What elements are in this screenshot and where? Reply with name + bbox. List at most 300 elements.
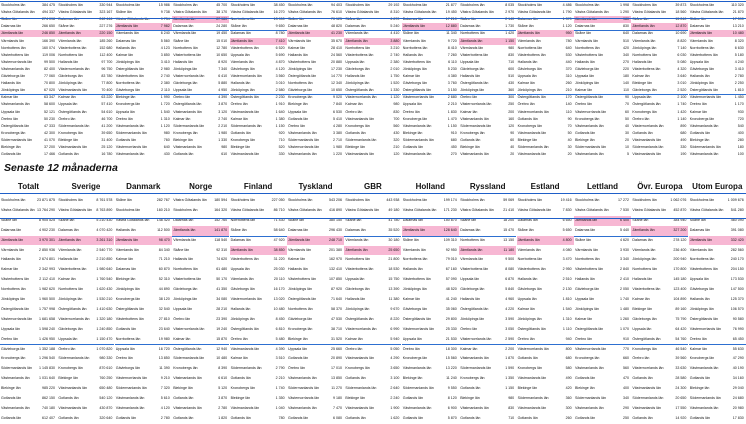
table-row: [459, 196, 516, 206]
region-value: 12 780: [216, 45, 228, 50]
region-name: Uppsala län: [632, 95, 652, 100]
region-name: Gotlands län: [115, 326, 136, 331]
table-row: [689, 206, 746, 216]
region-value: 360: [565, 396, 572, 400]
table-row: [57, 354, 114, 364]
region-name: Kalmar län: [689, 346, 707, 351]
region-name: Hallands län: [173, 59, 193, 64]
region-name: Västra Götalands län: [115, 17, 150, 22]
region-name: Jämtlands län: [517, 237, 540, 242]
table-row: [0, 144, 57, 151]
table-row: [631, 151, 688, 158]
region-name: Västmanlands län: [460, 152, 489, 157]
region-name: Södermanlands län: [230, 123, 262, 128]
region-name: Kronobergs län: [460, 130, 485, 135]
region-value: 2 050: [620, 287, 629, 292]
region-value: 985 220: [42, 386, 55, 391]
table-row: [115, 305, 172, 315]
region-name: Skåne län: [345, 17, 362, 22]
table-row: [287, 236, 344, 246]
region-value: 24 560: [331, 52, 342, 57]
region-value: 2 380: [390, 59, 400, 64]
region-name: Jämtlands län: [689, 237, 712, 242]
region-value: 2 950: [562, 267, 572, 272]
region-name: Västerbottens län: [345, 52, 374, 57]
region-name: Blekinge län: [288, 336, 308, 341]
region-name: Västerbottens län: [517, 52, 546, 57]
region-value: 5 180: [734, 52, 744, 57]
table-row: [57, 30, 114, 37]
table-row: [172, 151, 229, 158]
region-value: 13 390: [388, 287, 400, 292]
region-value: 112 500: [157, 227, 170, 232]
region-name: Gotlands län: [1, 152, 22, 157]
region-name: Västmanlands län: [58, 145, 87, 149]
region-name: Östergötlands län: [460, 306, 489, 311]
region-name: Norrbottens län: [460, 237, 485, 242]
region-value: 2 840: [620, 267, 629, 272]
table-row: [631, 80, 688, 87]
region-value: 370: [565, 66, 572, 71]
region-value: 70 800: [44, 81, 55, 86]
region-value: 18 560: [675, 10, 687, 15]
table-row: [57, 123, 114, 130]
table-row: [517, 52, 574, 59]
table-row: [57, 144, 114, 151]
country-header: GBR: [364, 182, 382, 191]
region-name: Västerbottens län: [230, 45, 259, 50]
table-row: [287, 275, 344, 285]
region-name: Uppsala län: [115, 346, 135, 351]
region-value: 910: [623, 336, 629, 341]
region-name: Södermanlands län: [575, 396, 606, 400]
region-name: Jämtlands län: [345, 38, 368, 43]
region-name: Skåne län: [517, 227, 534, 232]
region-value: 2 210: [275, 376, 285, 381]
table-row: [574, 325, 631, 335]
region-name: Uppsala län: [575, 297, 594, 301]
region-name: Stockholms län: [173, 3, 198, 7]
region-value: 5 080: [677, 59, 687, 64]
table-row: [57, 59, 114, 66]
region-name: Västra Götalands län: [173, 10, 207, 15]
table-row: [402, 30, 459, 37]
region-name: Gotlands län: [345, 376, 366, 381]
table-row: [517, 236, 574, 246]
region-name: Kronobergs län: [689, 356, 715, 361]
region-value: 18 530: [388, 267, 400, 272]
region-value: 2 980: [160, 66, 170, 71]
region-value: 260: [565, 81, 572, 86]
table-row: [689, 246, 746, 256]
region-name: Gotlands län: [575, 130, 596, 135]
region-value: 6 610: [218, 376, 228, 381]
table-row: [172, 123, 229, 130]
region-name: Jämtlands län: [173, 227, 196, 232]
region-value: 13 020: [273, 297, 285, 301]
region-value: 1 540: [562, 306, 572, 311]
region-value: 4 390: [218, 95, 228, 100]
region-value: 70 400: [101, 88, 113, 93]
region-value: 52 121: [44, 109, 55, 114]
region-name: Uppsala län: [345, 277, 365, 282]
table-row: [115, 30, 172, 37]
table-row: [344, 384, 401, 394]
table-row: [402, 73, 459, 80]
region-value: 110 320: [731, 3, 744, 7]
region-value: 1 520: [390, 81, 400, 86]
region-name: Kalmar län: [632, 297, 650, 301]
region-name: Södermanlands län: [58, 356, 90, 361]
region-name: Gotlands län: [689, 130, 710, 135]
region-value: 30 180: [388, 237, 400, 242]
region-value: 20: [510, 152, 515, 157]
table-row: [230, 130, 287, 137]
region-name: Norrbottens län: [689, 257, 715, 262]
region-name: Skåne län: [1, 217, 17, 222]
region-value: 1 598 240: [39, 326, 55, 331]
region-name: Stockholms län: [402, 3, 428, 7]
divider-rule: [0, 193, 746, 194]
table-row: [517, 374, 574, 384]
table-row: [344, 66, 401, 73]
region-name: Jönköpings län: [460, 88, 485, 93]
region-value: 76 990: [732, 326, 744, 331]
region-name: Västmanlands län: [288, 376, 317, 381]
region-value: 5 410: [333, 116, 342, 121]
region-value: 141 870: [214, 227, 228, 232]
region-value: 16 270: [273, 10, 285, 15]
region-value: 5 880: [218, 81, 228, 86]
table-row: [402, 45, 459, 52]
region-name: Hallands län: [689, 297, 710, 301]
region-value: 280: [737, 137, 744, 142]
region-value: 740 180: [42, 405, 55, 410]
region-name: Örebro län: [288, 123, 305, 128]
region-value: 1 150 470: [96, 336, 113, 341]
region-value: 236 400: [673, 247, 687, 252]
region-value: 185 260: [99, 38, 113, 43]
region-name: Kronobergs län: [632, 109, 657, 114]
table-row: [230, 137, 287, 144]
region-value: 170 800: [673, 267, 687, 272]
region-value: 83 780: [101, 74, 113, 78]
region-value: 18 300: [445, 346, 457, 351]
table-row: [115, 123, 172, 130]
region-name: Västra Götalands län: [517, 207, 552, 212]
region-name: Gävleborgs län: [345, 287, 370, 292]
region-value: 1 330: [218, 137, 228, 142]
region-name: Uppsala län: [517, 74, 537, 78]
region-name: Gotlands län: [173, 152, 194, 157]
region-name: Örebro län: [115, 356, 133, 361]
region-name: Västra Götalands län: [288, 10, 322, 15]
table-row: [459, 123, 516, 130]
region-name: Värmlands län: [58, 247, 82, 252]
table-row: [574, 80, 631, 87]
region-name: Örebro län: [230, 102, 248, 107]
region-value: 1 998: [620, 3, 629, 7]
region-name: Hallands län: [58, 257, 79, 262]
region-value: 2 112 410: [39, 277, 55, 282]
region-value: 38 450: [273, 3, 285, 7]
region-name: Kalmar län: [230, 116, 248, 121]
region-name: Jönköpings län: [1, 297, 25, 301]
table-row: [517, 295, 574, 305]
region-value: 50 230: [44, 116, 55, 121]
region-value: 6 870: [505, 277, 515, 282]
region-value: 270: [450, 152, 457, 157]
region-name: Gävleborgs län: [402, 81, 427, 86]
region-name: Västerbottens län: [689, 52, 718, 57]
region-value: 28 210: [216, 306, 228, 311]
table-row: [344, 45, 401, 52]
region-name: Västra Götalands län: [58, 10, 92, 15]
section-title: Senaste 12 månaderna: [4, 162, 118, 174]
region-name: Stockholms län: [115, 207, 141, 212]
region-value: 490: [565, 376, 572, 381]
table-row: [172, 404, 229, 414]
table-row: [574, 285, 631, 295]
region-name: Norrbottens län: [1, 287, 26, 292]
region-value: 6 900: [447, 405, 457, 410]
table-row: [631, 206, 688, 216]
table-row: [689, 404, 746, 414]
region-name: Kalmar län: [115, 257, 133, 262]
region-value: 118 540: [214, 237, 228, 242]
region-value: 3 930: [620, 247, 629, 252]
top-table: [0, 0, 746, 160]
region-name: Jönköpings län: [460, 316, 485, 321]
region-value: 1 480: [620, 306, 629, 311]
region-value: 800: [565, 346, 572, 351]
table-row: [631, 59, 688, 66]
region-value: 2 510: [562, 277, 572, 282]
table-row: [0, 345, 57, 355]
table-row: [57, 315, 114, 325]
region-value: 3 340: [620, 257, 629, 262]
table-row: [459, 384, 516, 394]
region-value: 7 840: [333, 102, 342, 107]
region-name: Västmanlands län: [288, 152, 317, 157]
table-row: [57, 94, 114, 101]
region-name: Örebro län: [230, 336, 248, 341]
region-name: Uppsala län: [230, 267, 250, 272]
region-name: Gävleborgs län: [1, 74, 26, 78]
region-value: 1 720: [160, 102, 170, 107]
region-value: 1 426 950: [39, 336, 55, 341]
divider-rule: [0, 218, 746, 219]
region-name: Uppsala län: [632, 326, 652, 331]
region-value: 17 466: [44, 152, 55, 157]
table-row: [115, 295, 172, 305]
region-value: 300: [565, 405, 572, 410]
table-row: [402, 94, 459, 101]
region-name: Västra Götalands län: [689, 10, 724, 15]
table-row: [459, 66, 516, 73]
region-value: 17 830: [732, 415, 744, 420]
region-value: 15 010: [216, 38, 228, 43]
region-value: 5 120: [218, 386, 228, 391]
region-value: 3 210: [390, 45, 400, 50]
region-name: Jämtlands län: [58, 31, 81, 36]
table-row: [459, 345, 516, 355]
region-value: 830: [623, 24, 629, 29]
table-row: [402, 80, 459, 87]
region-name: Västmanlands län: [632, 405, 661, 410]
region-name: Gotlands län: [689, 415, 710, 420]
table-row: [230, 38, 287, 45]
region-value: 5 230: [447, 66, 457, 71]
table-row: [287, 206, 344, 216]
region-value: 1 320 180: [96, 316, 113, 321]
table-row: [287, 130, 344, 137]
region-value: 3 510: [275, 356, 285, 361]
region-name: Västernorrlands län: [345, 326, 377, 331]
region-value: 710: [508, 415, 515, 420]
region-value: 1 910: [275, 102, 285, 107]
region-name: Västra Götalands län: [173, 198, 207, 202]
table-row: [287, 285, 344, 295]
region-name: Skåne län: [230, 24, 247, 29]
table-row: [344, 123, 401, 130]
table-row: [172, 315, 229, 325]
region-name: Skåne län: [689, 17, 706, 22]
region-value: 1 145 830: [39, 366, 55, 371]
region-name: Hallands län: [230, 306, 251, 311]
region-name: Skåne län: [58, 217, 75, 222]
table-row: [631, 275, 688, 285]
region-value: 327 200: [673, 227, 687, 232]
region-value: 1 990: [160, 95, 170, 100]
table-row: [517, 123, 574, 130]
region-name: Östergötlands län: [402, 316, 431, 321]
region-name: Uppsala län: [689, 59, 709, 64]
region-value: 173 530: [730, 277, 744, 282]
table-row: [517, 345, 574, 355]
region-value: 540 120: [99, 396, 113, 400]
table-row: [517, 101, 574, 108]
region-value: 20 650: [675, 396, 687, 400]
region-name: Östergötlands län: [173, 102, 202, 107]
table-row: [402, 2, 459, 9]
region-name: Västra Götalands län: [345, 207, 379, 212]
region-name: Värmlands län: [288, 247, 311, 252]
table-row: [0, 151, 57, 158]
region-value: 16 170: [273, 287, 285, 292]
region-value: 780: [565, 38, 572, 43]
region-name: Blekinge län: [517, 137, 538, 142]
table-row: [115, 384, 172, 394]
region-value: 4 380: [447, 74, 457, 78]
region-name: Stockholms län: [230, 3, 255, 7]
region-name: Jämtlands län: [632, 24, 655, 29]
table-row: [517, 305, 574, 315]
region-name: Norrbottens län: [115, 81, 141, 86]
region-name: Västmanlands län: [1, 102, 30, 107]
region-name: Jönköpings län: [173, 297, 198, 301]
region-value: 300: [508, 95, 515, 100]
table-row: [459, 404, 516, 414]
table-row: [287, 384, 344, 394]
region-name: Örebro län: [689, 102, 707, 107]
region-name: Västmanlands län: [632, 152, 661, 157]
region-value: 2 970: [505, 10, 515, 15]
region-value: 8 320: [734, 38, 744, 43]
table-row: [459, 206, 516, 216]
region-name: Västmanlands län: [632, 386, 661, 391]
region-name: Uppsala län: [402, 336, 422, 341]
country-header: Norge: [189, 182, 213, 191]
region-name: Stockholms län: [173, 207, 198, 212]
region-value: 31 220: [273, 257, 285, 262]
table-row: [0, 394, 57, 404]
region-name: Södermanlands län: [632, 145, 664, 149]
region-name: Västmanlands län: [689, 123, 719, 128]
region-name: Skåne län: [288, 17, 304, 22]
region-name: Västernorrlands län: [345, 95, 377, 100]
region-name: Västmanlands län: [575, 405, 604, 410]
region-name: Blekinge län: [517, 386, 538, 391]
region-name: Jämtlands län: [288, 237, 311, 242]
region-name: Gävleborgs län: [288, 88, 313, 93]
table-row: [631, 345, 688, 355]
region-value: 148 420: [156, 217, 170, 222]
region-value: 12 940: [216, 346, 228, 351]
table-row: [459, 80, 516, 87]
table-row: [287, 305, 344, 315]
region-value: 260: [565, 415, 572, 420]
region-name: Stockholms län: [517, 198, 542, 202]
region-name: Blekinge län: [173, 386, 193, 391]
table-row: [287, 137, 344, 144]
region-value: 8 310: [390, 10, 400, 15]
region-value: 1 870: [505, 356, 515, 361]
region-name: Skåne län: [58, 24, 75, 29]
region-value: 4 120: [160, 405, 170, 410]
region-name: Västernorrlands län: [460, 336, 492, 341]
region-name: Örebro län: [575, 336, 592, 341]
table-row: [459, 374, 516, 384]
table-row: [517, 394, 574, 404]
region-name: Dalarnas län: [632, 31, 653, 36]
table-row: [689, 384, 746, 394]
region-name: Gotlands län: [58, 415, 79, 420]
region-value: 1 170: [734, 102, 744, 107]
table-row: [631, 130, 688, 137]
region-value: 15 470: [503, 227, 515, 232]
table-row: [459, 94, 516, 101]
region-value: 510: [508, 74, 515, 78]
table-row: [517, 255, 574, 265]
region-value: 15 750: [388, 277, 400, 282]
region-name: Blekinge län: [58, 137, 78, 142]
region-name: Västmanlands län: [460, 405, 489, 410]
table-row: [172, 2, 229, 9]
region-name: Norrbottens län: [173, 45, 198, 50]
region-name: Värmlands län: [460, 257, 484, 262]
region-value: 227 050: [271, 198, 285, 202]
region-value: 13 850: [158, 356, 170, 361]
region-value: 34 080: [216, 297, 228, 301]
table-row: [574, 364, 631, 374]
region-value: 96 750: [101, 66, 113, 71]
table-row: [57, 2, 114, 9]
table-row: [402, 394, 459, 404]
region-value: 76 610: [331, 10, 342, 15]
region-name: Kronobergs län: [517, 366, 542, 371]
region-value: 1 150: [505, 38, 515, 43]
